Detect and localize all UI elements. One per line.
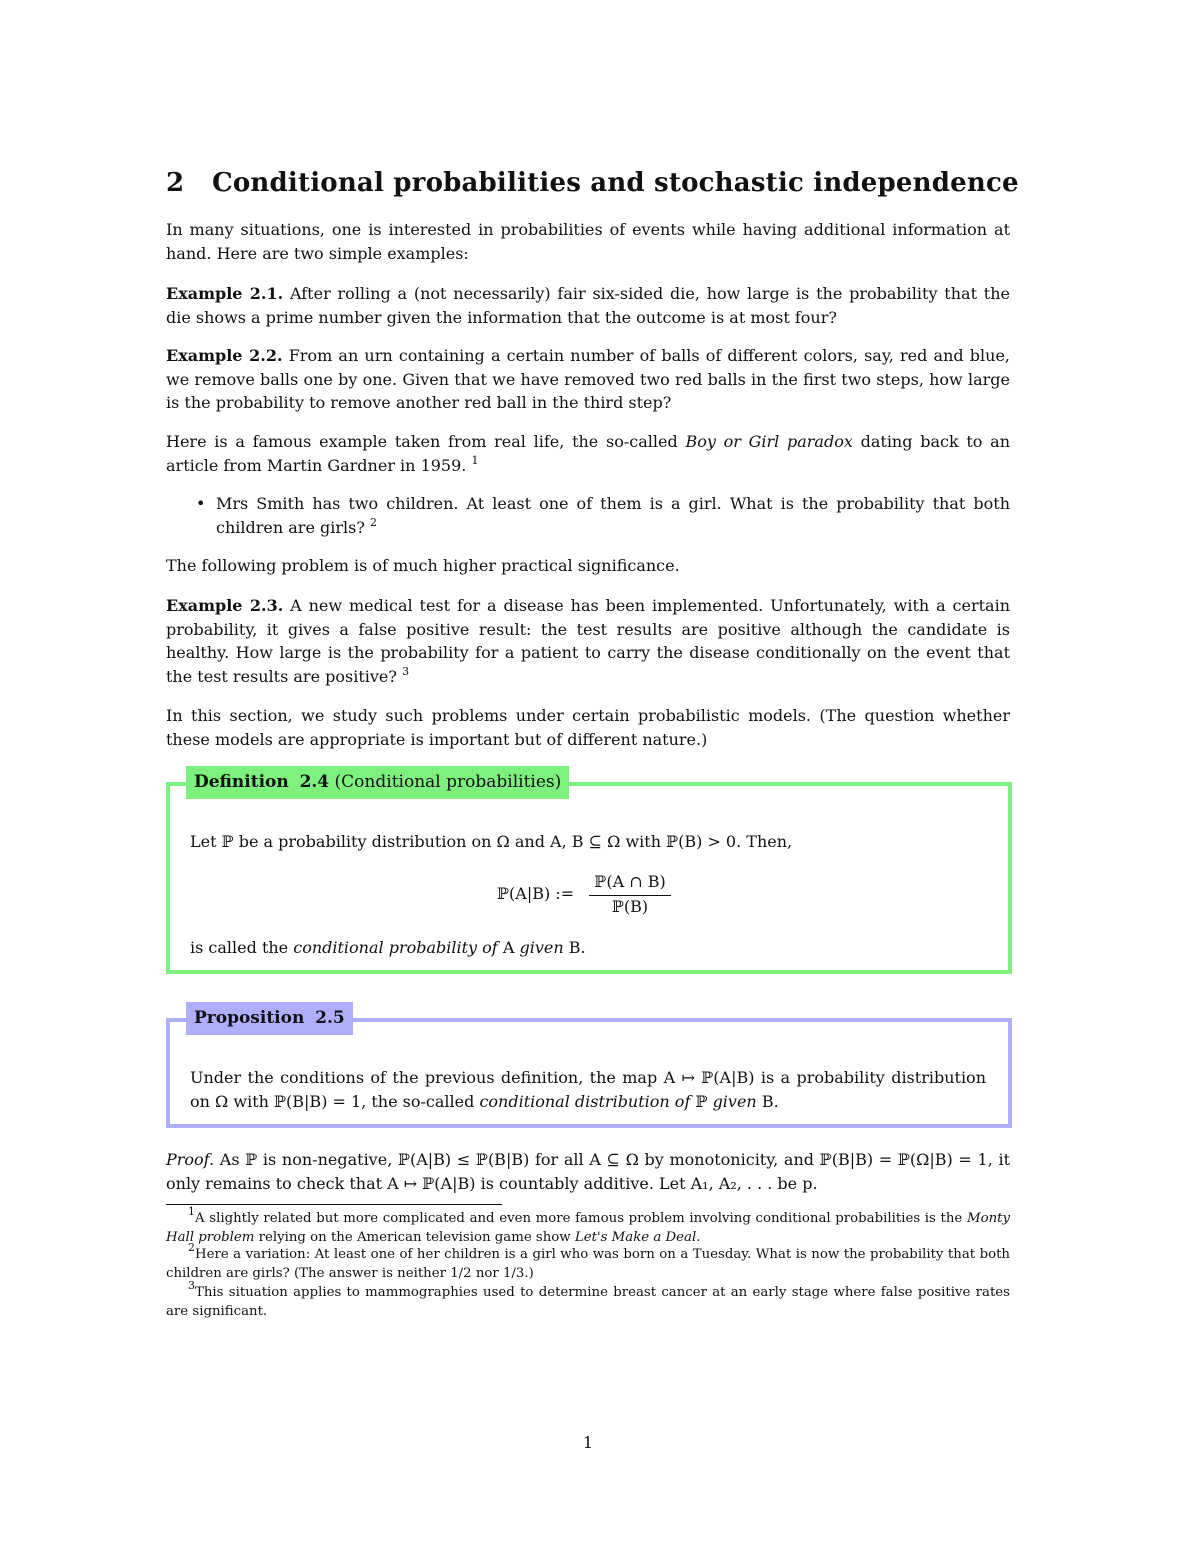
proposition-text: [190, 1066, 986, 1113]
footnote-3-mark: 3: [188, 1279, 195, 1292]
famous-example-paragraph: [166, 430, 1010, 477]
example-label: Example 2.2.: [166, 346, 283, 365]
proposition-label: Proposition: [194, 1008, 305, 1028]
definition-line2-mid: A: [497, 938, 520, 957]
footnote-mark-3[interactable]: 3: [402, 664, 410, 678]
proposition-term: conditional distribution of: [479, 1091, 691, 1111]
footnote-3: [166, 1279, 1010, 1321]
proposition-given: given: [712, 1091, 757, 1111]
section-intro-paragraph: In this section, we study such problems under certain probabilistic models. (The question whether these models are appropriate is important but of different nature.): [166, 706, 1010, 749]
definition-line2-pre: is called the: [190, 938, 294, 957]
list-item: [196, 492, 1010, 539]
footnote-rule: [166, 1204, 502, 1205]
definition-line1: Let ℙ be a probability distribution on Ω and A, B ⊆ Ω with ℙ(B) > 0. Then,: [190, 832, 793, 851]
famous-text-pre: Here is a famous example taken from real life, the so-called: [166, 432, 686, 451]
formula-lhs: ℙ(A|B) :=: [497, 884, 575, 903]
definition-line2: [190, 936, 986, 960]
footnote-1: [166, 1205, 1010, 1247]
proof-label: Proof.: [166, 1150, 215, 1169]
bullet-icon: •: [196, 494, 206, 513]
fraction-bar: [589, 895, 671, 896]
formula-numerator: ℙ(A ∩ B): [594, 872, 666, 891]
formula-fraction: [589, 872, 671, 916]
famous-text-post: dating back to an article from Martin Gardner in 1959.: [166, 432, 1011, 475]
definition-number: 2.4: [299, 772, 330, 792]
example-text: A new medical test for a disease has been implemented. Unfortunately, with a certain probability, it gives a false positive result: the test results are positive although the candidate is healthy. How large is the probability for a patient to carry the disease conditionally on the event that the test results are positive?: [166, 596, 1010, 686]
proposition-number: 2.5: [315, 1008, 345, 1028]
section-heading: [166, 168, 1019, 198]
definition-line2-post: B.: [563, 938, 586, 957]
game-show-name: Let's Make a Deal: [574, 1229, 697, 1245]
footnote-1-mark: 1: [188, 1205, 195, 1218]
example-2-2: [166, 344, 1010, 415]
footnote-mark-1[interactable]: 1: [471, 453, 479, 467]
intro-paragraph: In many situations, one is interested in probabilities of events while having additional information at hand. Here are two simple examples:: [166, 220, 1010, 263]
page-number: 1: [582, 1433, 594, 1452]
proof-paragraph: [166, 1148, 1010, 1195]
section-number: 2: [166, 168, 185, 198]
footnote-1-pre: A slightly related but more complicated and even more famous problem involving conditional probabilities is the: [195, 1211, 967, 1226]
footnote-mark-2[interactable]: 2: [370, 515, 377, 529]
definition-name: (Conditional probabilities): [334, 772, 562, 792]
footnote-2: [166, 1241, 1010, 1283]
proof-text: As ℙ is non-negative, ℙ(A|B) ≤ ℙ(B|B) for all A ⊆ Ω by monotonicity, and ℙ(B|B) = ℙ(Ω|B) = 1, it only remains to check that A ↦ ℙ(A|B) is countably additive. Let A₁, A₂, . . . be p.: [166, 1150, 1010, 1193]
bullet-text: Mrs Smith has two children. At least one of them is a girl. What is the probability that both children are girls?: [216, 494, 1010, 537]
example-text: From an urn containing a certain number of balls of different colors, say, red and blue, we remove balls one by one. Given that we have removed two red balls in the first two steps, how large is the probability to remove another red ball in the third step?: [166, 346, 1010, 412]
definition-term: conditional probability of: [293, 938, 498, 957]
proposition-text-post: B.: [756, 1091, 779, 1111]
proposition-tag: [186, 1002, 353, 1035]
footnote-1-mid: relying on the American television game show: [254, 1229, 575, 1245]
footnote-2-mark: 2: [188, 1241, 195, 1254]
section-title: Conditional probabilities and stochastic independence: [212, 168, 1019, 198]
following-paragraph: The following problem is of much higher practical significance.: [166, 556, 680, 575]
formula-denominator: ℙ(B): [611, 897, 649, 916]
example-label: Example 2.3.: [166, 596, 284, 615]
proposition-text-pre: Under the conditions of the previous definition, the map A ↦ ℙ(A|B) is a probability distribution on Ω with ℙ(B|B) = 1, the so-called: [190, 1068, 986, 1111]
definition-label: Definition: [194, 772, 289, 792]
example-2-3: [166, 594, 1010, 688]
example-2-1: [166, 282, 1010, 329]
footnote-2-text: Here a variation: At least one of her children is a girl who was born on a Tuesday. What is now the probability that both children are girls? (The answer is neither 1/2 nor 1/3.): [166, 1247, 1010, 1281]
example-text: After rolling a (not necessarily) fair six-sided die, how large is the probability that the die shows a prime number given the information that the outcome is at most four?: [166, 284, 1010, 327]
example-label: Example 2.1.: [166, 284, 284, 303]
footnote-1-post: .: [696, 1229, 701, 1245]
definition-tag: [186, 766, 569, 799]
definition-given: given: [519, 938, 564, 957]
paradox-name: Boy or Girl paradox: [685, 432, 853, 451]
monty-hall-term: Monty Hall problem: [166, 1211, 1010, 1245]
proposition-text-mid: ℙ: [690, 1091, 713, 1111]
footnote-3-text: This situation applies to mammographies used to determine breast cancer at an early stage where false positive rates are significant.: [166, 1285, 1010, 1319]
